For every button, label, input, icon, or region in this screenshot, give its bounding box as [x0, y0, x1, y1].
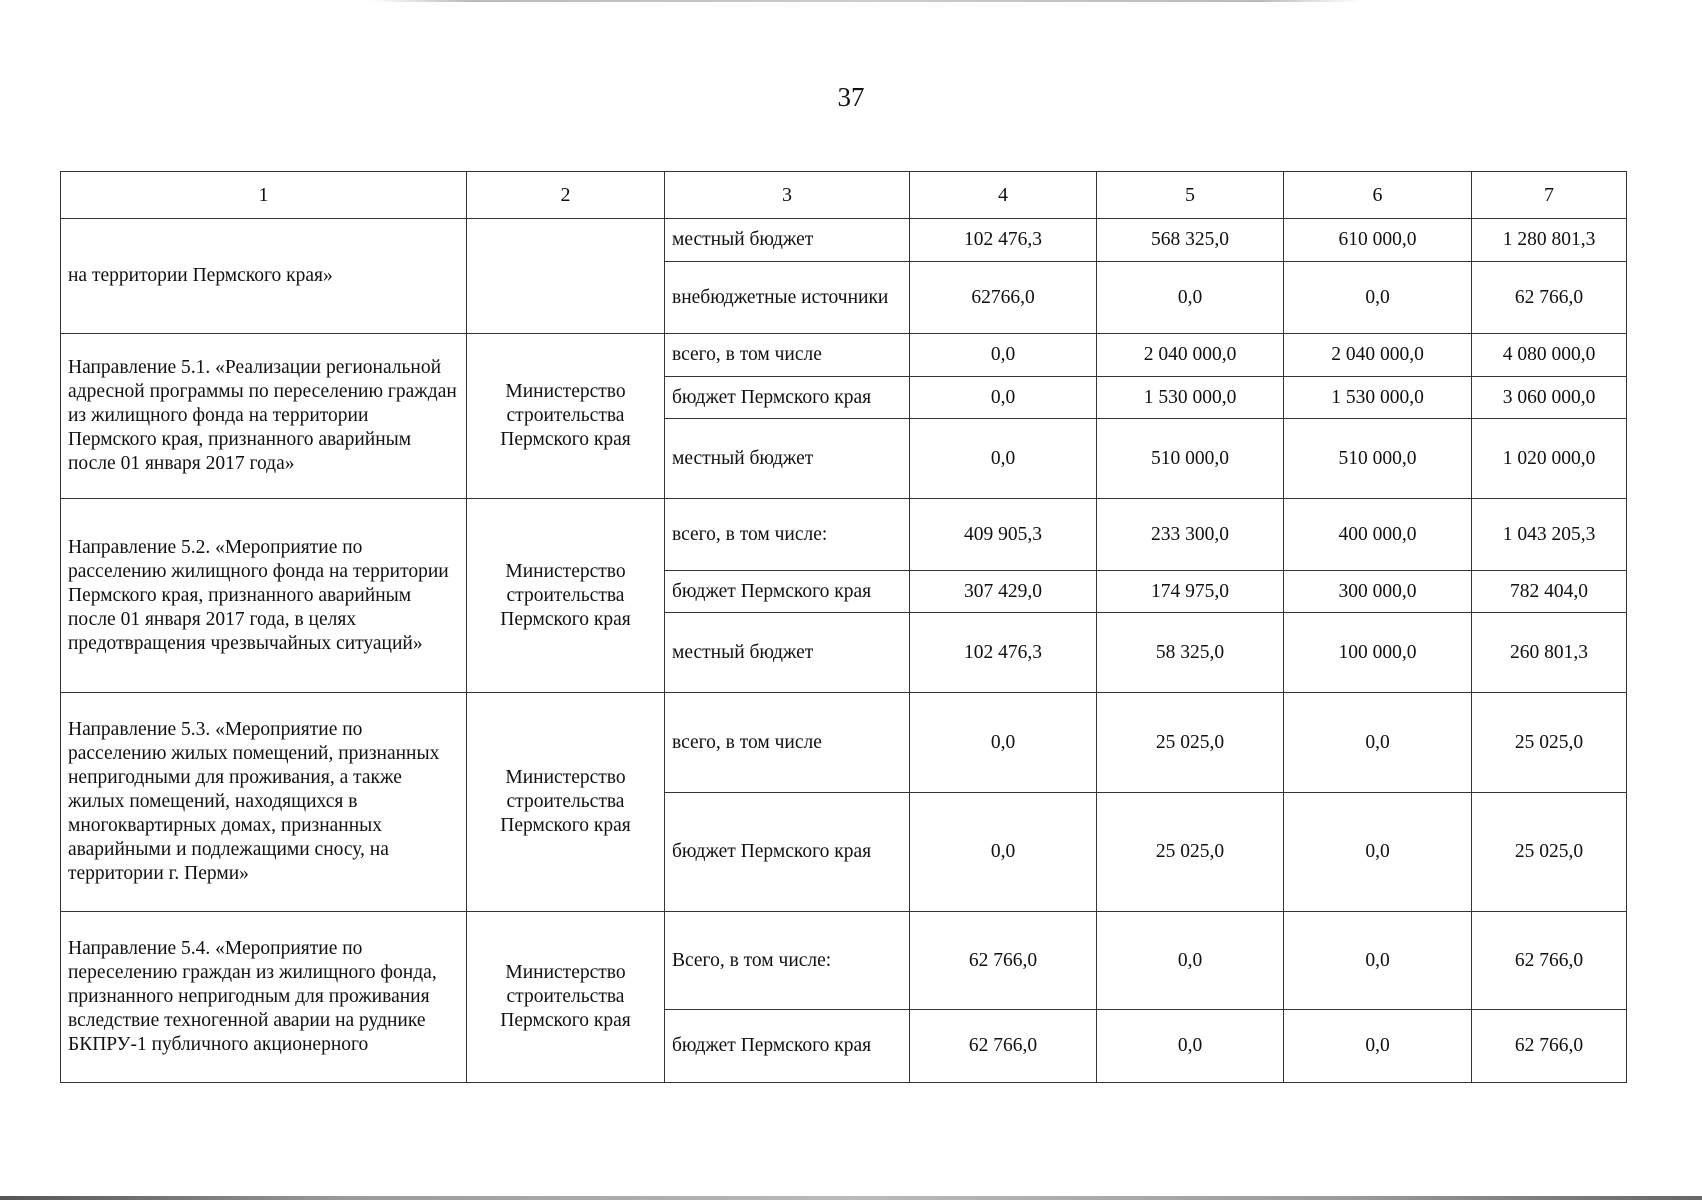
amount-cell: 510 000,0: [1097, 419, 1284, 499]
amount-cell: 233 300,0: [1097, 499, 1284, 571]
amount-cell: 0,0: [910, 334, 1097, 377]
funding-source-cell: Всего, в том числе:: [665, 912, 910, 1010]
amount-cell: 1 530 000,0: [1097, 377, 1284, 419]
amount-cell: 174 975,0: [1097, 571, 1284, 613]
amount-cell: 1 020 000,0: [1472, 419, 1627, 499]
column-header: 6: [1284, 172, 1472, 219]
scan-edge-top: [370, 0, 1360, 2]
amount-cell: 1 530 000,0: [1284, 377, 1472, 419]
amount-cell: 0,0: [1284, 1010, 1472, 1083]
amount-cell: 307 429,0: [910, 571, 1097, 613]
amount-cell: 62 766,0: [1472, 1010, 1627, 1083]
amount-cell: 62 766,0: [1472, 912, 1627, 1010]
table-body: [61, 172, 1627, 1083]
amount-cell: 0,0: [1284, 262, 1472, 334]
amount-cell: 260 801,3: [1472, 613, 1627, 693]
responsible-agency-cell: Министерство строительства Пермского края: [467, 334, 665, 499]
amount-cell: 409 905,3: [910, 499, 1097, 571]
funding-source-cell: местный бюджет: [665, 613, 910, 693]
column-header: 3: [665, 172, 910, 219]
amount-cell: 62 766,0: [910, 1010, 1097, 1083]
amount-cell: 3 060 000,0: [1472, 377, 1627, 419]
program-direction-cell: на территории Пермского края»: [61, 219, 467, 334]
amount-cell: 0,0: [910, 377, 1097, 419]
amount-cell: 0,0: [1097, 912, 1284, 1010]
amount-cell: 25 025,0: [1097, 693, 1284, 793]
responsible-agency-cell: Министерство строительства Пермского края: [467, 499, 665, 693]
amount-cell: 25 025,0: [1472, 793, 1627, 912]
table-row: [61, 499, 1627, 571]
column-header: 2: [467, 172, 665, 219]
amount-cell: 62 766,0: [1472, 262, 1627, 334]
amount-cell: 102 476,3: [910, 613, 1097, 693]
amount-cell: 102 476,3: [910, 219, 1097, 262]
amount-cell: 4 080 000,0: [1472, 334, 1627, 377]
funding-source-cell: всего, в том числе: [665, 693, 910, 793]
funding-source-cell: местный бюджет: [665, 419, 910, 499]
amount-cell: 62766,0: [910, 262, 1097, 334]
funding-source-cell: бюджет Пермского края: [665, 571, 910, 613]
table-row: [61, 693, 1627, 793]
scan-edge-bottom: [0, 1196, 1702, 1200]
column-header: 7: [1472, 172, 1627, 219]
amount-cell: 0,0: [910, 793, 1097, 912]
amount-cell: 2 040 000,0: [1284, 334, 1472, 377]
amount-cell: 62 766,0: [910, 912, 1097, 1010]
amount-cell: 2 040 000,0: [1097, 334, 1284, 377]
amount-cell: 568 325,0: [1097, 219, 1284, 262]
funding-table: [60, 171, 1627, 1083]
amount-cell: 782 404,0: [1472, 571, 1627, 613]
amount-cell: 0,0: [1284, 793, 1472, 912]
funding-source-cell: внебюджетные источники: [665, 262, 910, 334]
responsible-agency-cell: [467, 219, 665, 334]
table-header-row: [61, 172, 1627, 219]
amount-cell: 510 000,0: [1284, 419, 1472, 499]
amount-cell: 0,0: [910, 693, 1097, 793]
funding-source-cell: бюджет Пермского края: [665, 1010, 910, 1083]
amount-cell: 1 280 801,3: [1472, 219, 1627, 262]
funding-source-cell: бюджет Пермского края: [665, 377, 910, 419]
amount-cell: 0,0: [1097, 262, 1284, 334]
amount-cell: 0,0: [1284, 693, 1472, 793]
amount-cell: 0,0: [1284, 912, 1472, 1010]
responsible-agency-cell: Министерство строительства Пермского края: [467, 912, 665, 1083]
program-direction-cell: Направление 5.2. «Мероприятие по расселению жилищного фонда на территории Пермского края, признанного аварийным после 01 января 2017 года, в целях предотвращения чрезвычайных ситуаций»: [61, 499, 467, 693]
amount-cell: 400 000,0: [1284, 499, 1472, 571]
program-direction-cell: Направление 5.3. «Мероприятие по расселению жилых помещений, признанных непригодными для проживания, а также жилых помещений, находящихся в многоквартирных домах, признанных аварийными и подлежащими сносу, на территории г. Перми»: [61, 693, 467, 912]
column-header: 4: [910, 172, 1097, 219]
table-row: [61, 334, 1627, 377]
responsible-agency-cell: Министерство строительства Пермского края: [467, 693, 665, 912]
program-direction-cell: Направление 5.4. «Мероприятие по переселению граждан из жилищного фонда, признанного непригодным для проживания вследствие техногенной аварии на руднике БКПРУ-1 публичного акционерного: [61, 912, 467, 1083]
program-direction-cell: Направление 5.1. «Реализации региональной адресной программы по переселению граждан из жилищного фонда на территории Пермского края, признанного аварийным после 01 января 2017 года»: [61, 334, 467, 499]
amount-cell: 58 325,0: [1097, 613, 1284, 693]
amount-cell: 25 025,0: [1097, 793, 1284, 912]
amount-cell: 1 043 205,3: [1472, 499, 1627, 571]
funding-source-cell: всего, в том числе: [665, 334, 910, 377]
amount-cell: 610 000,0: [1284, 219, 1472, 262]
page-number: 37: [837, 82, 865, 112]
amount-cell: 300 000,0: [1284, 571, 1472, 613]
amount-cell: 0,0: [910, 419, 1097, 499]
table-row: [61, 219, 1627, 262]
funding-source-cell: местный бюджет: [665, 219, 910, 262]
funding-source-cell: всего, в том числе:: [665, 499, 910, 571]
amount-cell: 0,0: [1097, 1010, 1284, 1083]
table-row: [61, 912, 1627, 1010]
funding-source-cell: бюджет Пермского края: [665, 793, 910, 912]
column-header: 1: [61, 172, 467, 219]
column-header: 5: [1097, 172, 1284, 219]
amount-cell: 25 025,0: [1472, 693, 1627, 793]
amount-cell: 100 000,0: [1284, 613, 1472, 693]
